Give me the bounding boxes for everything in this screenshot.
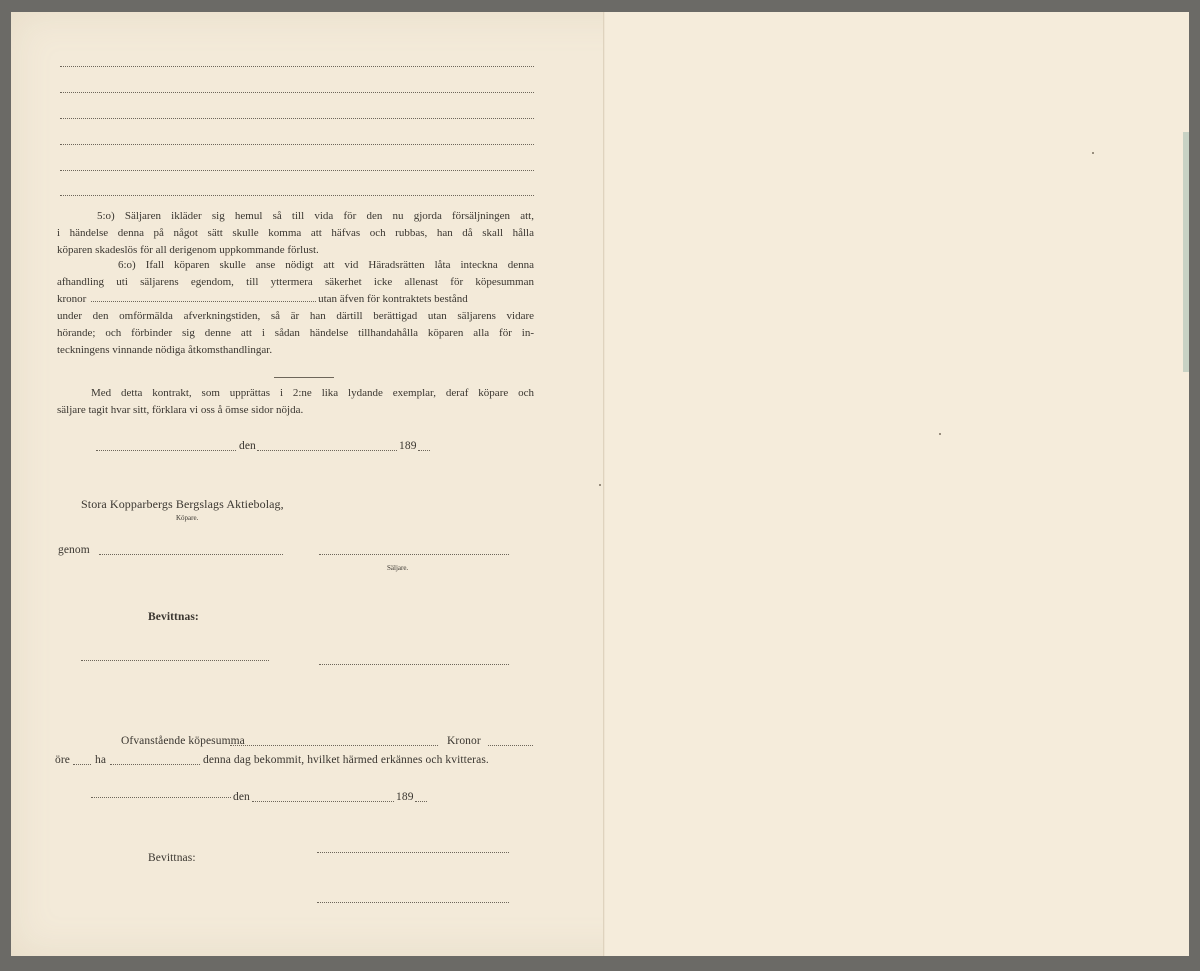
clause-6-line-6: teckningens vinnande nödiga åtkomsthandlingar. xyxy=(57,344,273,356)
blank-line-6 xyxy=(60,195,534,196)
kronor-label: kronor xyxy=(57,293,87,305)
closing-statement xyxy=(57,385,534,419)
section-separator xyxy=(274,377,334,378)
receipt-kronor-field[interactable] xyxy=(488,745,533,746)
clause-5-line-1: 5:o) Säljaren ikläder sig hemul så till vida för den nu gjorda försäljningen att, xyxy=(97,210,534,222)
witness-signature-field-1[interactable] xyxy=(81,660,269,661)
year-field-2[interactable] xyxy=(415,801,427,802)
page-fold xyxy=(603,12,605,956)
receipt-amount-field[interactable] xyxy=(230,745,438,746)
clause-6-line-2: afhandling uti säljarens egendom, till yttermera säkerhet icke allenast för köpesumman xyxy=(57,276,534,288)
kronor-amount-field[interactable] xyxy=(91,291,316,302)
seller-signature-field[interactable] xyxy=(319,554,509,555)
witness-signature-field-4[interactable] xyxy=(317,902,509,903)
buyer-signature-field[interactable] xyxy=(99,554,283,555)
blank-line-3 xyxy=(60,118,534,119)
clause-6-line-4: under den omförmälda afverkningstiden, så är han därtill berättigad utan säljarens vidare xyxy=(57,310,534,322)
date-field-1[interactable] xyxy=(257,450,397,451)
clause-5-line-3: köparen skadeslös för all derigenom uppkommande förlust. xyxy=(57,244,319,256)
blank-line-1 xyxy=(60,66,534,67)
paper-speck xyxy=(1092,152,1094,154)
year-label-2: 189 xyxy=(396,791,414,803)
date-field-2[interactable] xyxy=(252,801,394,802)
clause-6-line-3 xyxy=(57,291,534,308)
year-label-1: 189 xyxy=(399,440,417,452)
closing-line-2: säljare tagit hvar sitt, förklara vi oss å ömse sidor nöjda. xyxy=(57,404,304,416)
receipt-kronor-label: Kronor xyxy=(447,735,481,747)
paper-speck xyxy=(939,433,941,435)
clause-6 xyxy=(57,257,534,359)
witness-heading-2: Bevittnas: xyxy=(148,852,196,864)
sheet-edge-strip xyxy=(1183,132,1189,372)
genom-label: genom xyxy=(58,544,90,556)
place-field-2[interactable] xyxy=(91,797,231,798)
witness-heading-1: Bevittnas: xyxy=(148,611,199,623)
witness-signature-field-2[interactable] xyxy=(319,664,509,665)
blank-line-4 xyxy=(60,144,534,145)
closing-line-1: Med detta kontrakt, som upprättas i 2:ne lika lydande exemplar, deraf köpare och xyxy=(91,387,534,399)
contract-page xyxy=(11,12,603,956)
buyer-caption: Köpare. xyxy=(176,514,199,522)
receipt-name-field[interactable] xyxy=(110,764,200,765)
document-sheet xyxy=(11,12,1189,956)
buyer-company: Stora Kopparbergs Bergslags Aktiebolag, xyxy=(81,497,284,511)
den-label-2: den xyxy=(233,791,250,803)
clause-5 xyxy=(57,208,534,259)
receipt-text-e: denna dag bekommit, hvilket härmed erkännes och kvitteras. xyxy=(203,754,489,766)
blank-line-2 xyxy=(60,92,534,93)
clause-6-line-1: 6:o) Ifall köparen skulle anse nödigt att vid Häradsrätten låta inteckna denna xyxy=(118,259,534,271)
witness-signature-field-3[interactable] xyxy=(317,852,509,853)
den-label-1: den xyxy=(239,440,256,452)
paper-speck xyxy=(599,484,601,486)
seller-caption: Säljare. xyxy=(387,564,409,572)
receipt-text-a: Ofvanstående köpesumma xyxy=(121,735,245,747)
receipt-ore-label: öre xyxy=(55,754,70,766)
blank-right-page xyxy=(603,12,1189,956)
clause-6-line-3-rest: utan äfven för kontraktets bestånd xyxy=(318,293,468,305)
blank-line-5 xyxy=(60,170,534,171)
year-field-1[interactable] xyxy=(418,450,430,451)
place-field-1[interactable] xyxy=(96,450,236,451)
receipt-ore-field[interactable] xyxy=(73,764,91,765)
clause-5-line-2: i händelse denna på något sätt skulle komma att häfvas och rubbas, han då skall hålla xyxy=(57,227,534,239)
clause-6-line-5: hörande; och förbinder sig denne att i sådan händelse tillhandahålla köparen alla för in- xyxy=(57,327,534,339)
receipt-ha-label: ha xyxy=(95,754,107,766)
